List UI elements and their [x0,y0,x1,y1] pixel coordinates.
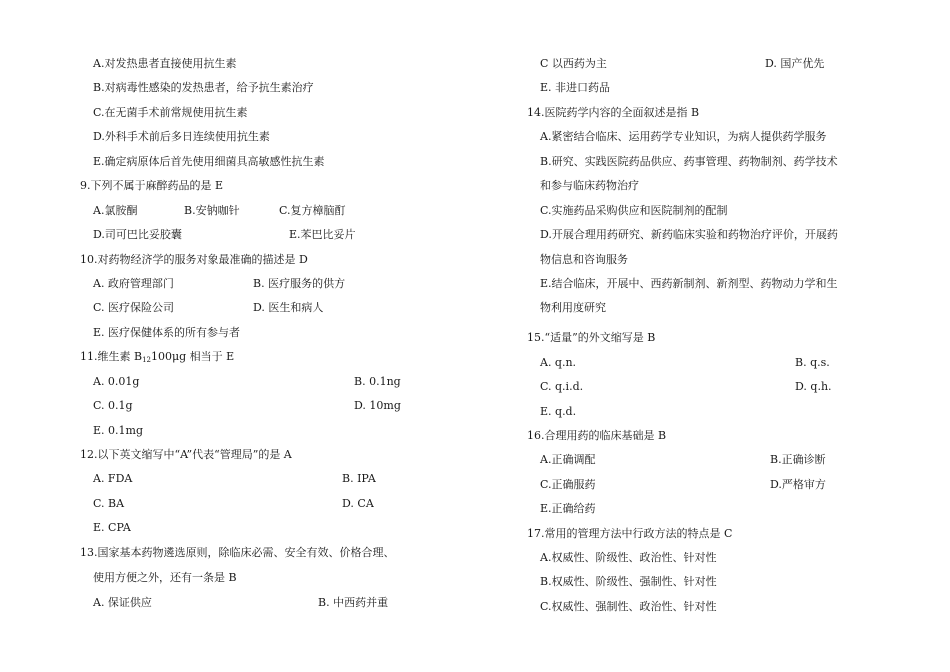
q8-option-c: C.在无菌手术前常规使用抗生素 [93,106,248,119]
q11-stem-sub: 12 [142,356,151,364]
q11-option-e: E. 0.1mg [93,424,143,437]
q11-option-a: A. 0.01g [93,375,140,388]
q13-option-c: C 以西药为主 [540,57,607,70]
q15-option-a: A. q.n. [540,356,577,369]
q8-option-b: B.对病毒性感染的发热患者，给予抗生素治疗 [93,81,314,94]
q14-option-c: C.实施药品采购供应和医院制剂的配制 [540,204,728,217]
q13-stem-line2: 使用方便之外，还有一条是 B [93,571,237,584]
q14-option-d-line2: 物信息和咨询服务 [540,253,628,266]
q9-option-b: B.安钠咖针 [184,204,240,217]
q13-option-d: D. 国产优先 [765,57,825,70]
q16-option-c: C.正确服药 [540,478,596,491]
q11-option-d: D. 10mg [354,399,401,412]
q11-stem [80,350,234,367]
q10-option-d: D. 医生和病人 [253,301,324,314]
q17-option-c: C.权威性、强制性、政治性、针对性 [540,600,717,613]
q16-option-b: B.正确诊断 [770,453,826,466]
q12-option-b: B. IPA [342,472,376,485]
q8-option-d: D.外科手术前后多日连续使用抗生素 [93,130,270,143]
q11-stem-pre: 11.维生素 B [80,350,143,363]
q13-option-b: B. 中西药并重 [318,596,389,609]
q13-option-e: E. 非进口药品 [540,81,611,94]
q12-stem: 12.以下英文缩写中“A”代表“管理局”的是 A [80,448,292,461]
q17-option-a: A.权威性、阶级性、政治性、针对性 [540,551,717,564]
q12-option-c: C. BA [93,497,125,510]
q15-option-e: E. q.d. [540,405,577,418]
q9-option-a: A.氯胺酮 [93,204,138,217]
q10-stem: 10.对药物经济学的服务对象最准确的描述是 D [80,253,308,266]
q14-option-e-line1: E.结合临床，开展中、西药新制剂、新剂型、药物动力学和生 [540,277,838,290]
q15-option-d: D. q.h. [795,380,832,393]
q11-option-c: C. 0.1g [93,399,133,412]
q10-option-a: A. 政府管理部门 [93,277,174,290]
q9-option-e: E.苯巴比妥片 [289,228,356,241]
q13-option-a: A. 保证供应 [93,596,152,609]
q14-option-b-line2: 和参与临床药物治疗 [540,179,639,192]
q14-option-a: A.紧密结合临床、运用药学专业知识，为病人提供药学服务 [540,130,827,143]
q9-stem: 9.下列不属于麻醉药品的是 E [80,179,224,192]
q10-option-b: B. 医疗服务的供方 [253,277,346,290]
q11-stem-post: 100μg 相当于 E [151,350,235,363]
q10-option-e: E. 医疗保健体系的所有参与者 [93,326,241,339]
q16-stem: 16.合理用药的临床基础是 B [527,429,667,442]
q15-option-b: B. q.s. [795,356,830,369]
q8-option-e: E.确定病原体后首先使用细菌具高敏感性抗生素 [93,155,325,168]
q17-stem: 17.常用的管理方法中行政方法的特点是 C [527,527,733,540]
q12-option-e: E. CPA [93,521,131,534]
q14-option-b-line1: B.研究、实践医院药品供应、药事管理、药物制剂、药学技术 [540,155,838,168]
q16-option-e: E.正确给药 [540,502,596,515]
q14-option-e-line2: 物利用度研究 [540,301,606,314]
q11-option-b: B. 0.1ng [354,375,401,388]
q13-stem-line1: 13.国家基本药物遴选原则，除临床必需、安全有效、价格合理、 [80,546,395,559]
q14-stem: 14.医院药学内容的全面叙述是指 B [527,106,700,119]
q14-option-d-line1: D.开展合理用药研究、新药临床实验和药物治疗评价，开展药 [540,228,838,241]
q16-option-a: A.正确调配 [540,453,596,466]
q12-option-a: A. FDA [93,472,133,485]
q15-option-c: C. q.i.d. [540,380,584,393]
q9-option-c: C.复方樟脑酊 [279,204,346,217]
q17-option-b: B.权威性、阶级性、强制性、针对性 [540,575,717,588]
q12-option-d: D. CA [342,497,374,510]
q8-option-a: A.对发热患者直接使用抗生素 [93,57,237,70]
q9-option-d: D.司可巴比妥胶囊 [93,228,182,241]
q10-option-c: C. 医疗保险公司 [93,301,175,314]
q16-option-d: D.严格审方 [770,478,826,491]
q15-stem: 15.“适量”的外文缩写是 B [527,331,656,344]
